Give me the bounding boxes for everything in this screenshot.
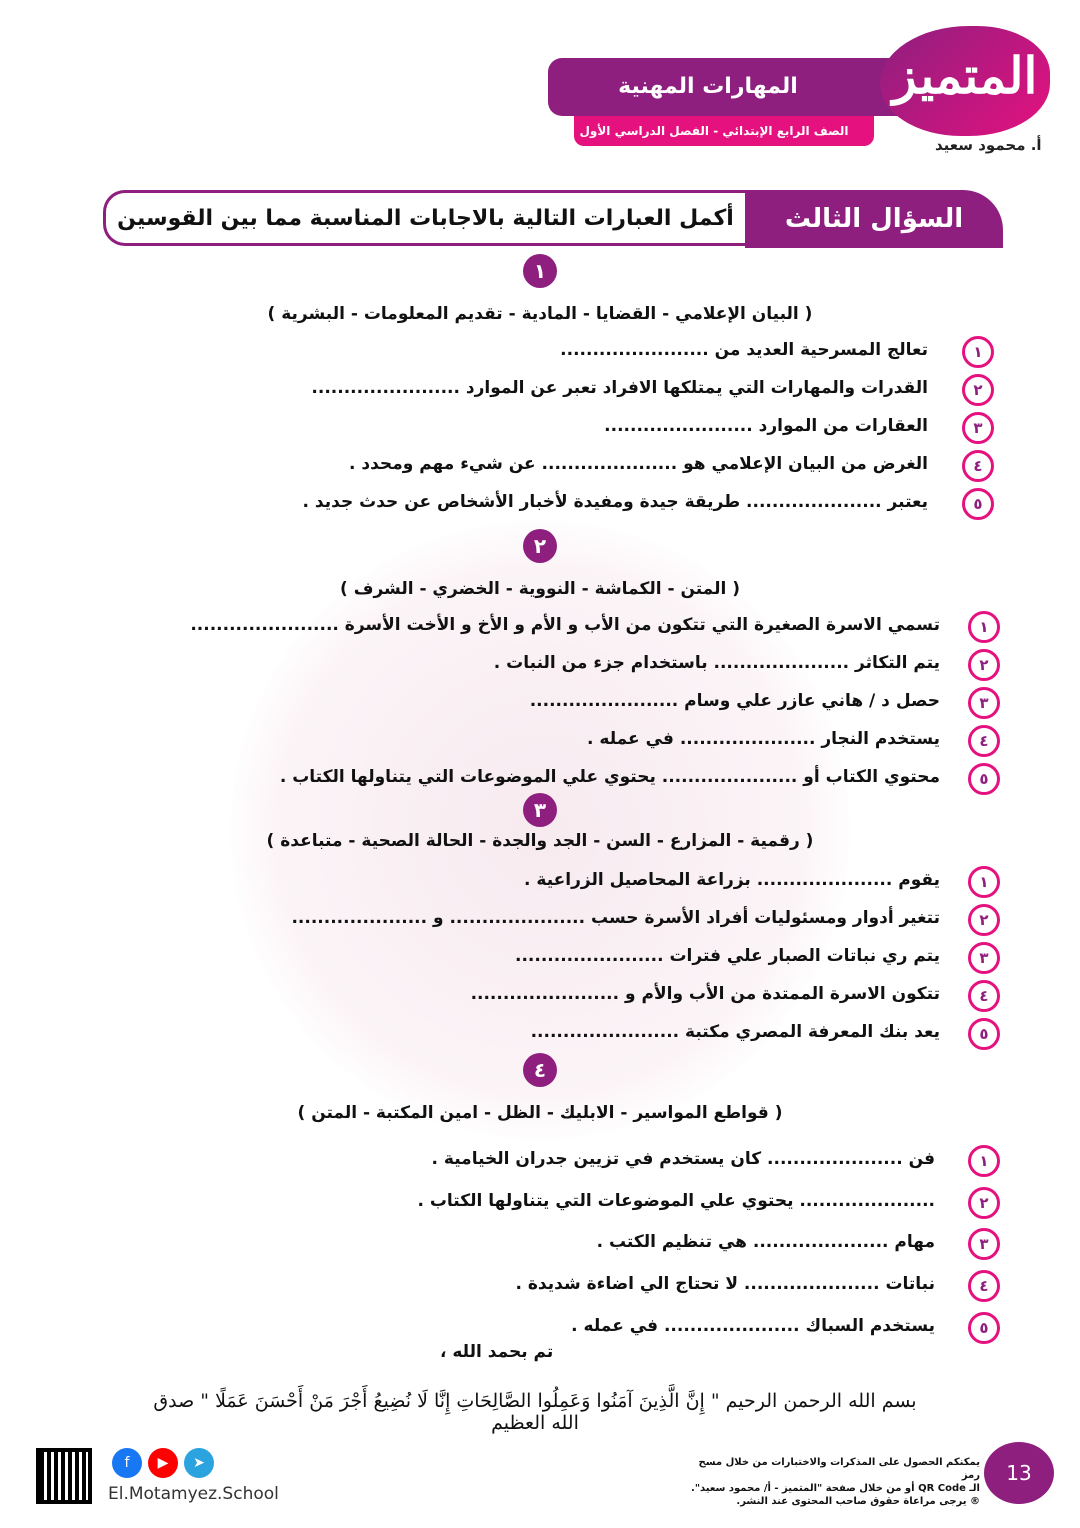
grade-label: الصف الرابع الإبتدائي - الفصل الدراسي الأول	[574, 116, 874, 146]
word-bank: ( رقمية - المزارع - السن - الجد والجدة - الحالة الصحية - متباعدة )	[266, 831, 814, 851]
telegram-icon[interactable]: ➤	[184, 1448, 214, 1478]
item-number: ٢	[962, 374, 994, 406]
fill-in-sentence: تتكون الاسرة الممتدة من الأب والأم و .......................	[470, 984, 940, 1004]
item-number: ٢	[968, 649, 1000, 681]
subject-title: المهارات المهنية	[548, 58, 908, 116]
item-number: ١	[968, 1145, 1000, 1177]
item-number: ١	[968, 611, 1000, 643]
footer-note	[690, 1456, 980, 1508]
fill-in-sentence: يعد بنك المعرفة المصري مكتبة .......................	[530, 1022, 940, 1042]
fill-in-sentence: يعتبر ..................... طريقة جيدة ومفيدة لأخبار الأشخاص عن حدث جديد .	[302, 492, 928, 512]
section-number: ٢	[523, 529, 557, 563]
fill-in-sentence: تعالج المسرحية العديد من .......................	[560, 340, 928, 360]
item-number: ٥	[962, 488, 994, 520]
fill-in-sentence: يستخدم السباك ..................... في عمله .	[571, 1315, 935, 1336]
youtube-icon[interactable]: ▶	[148, 1448, 178, 1478]
section-number: ٤	[523, 1053, 557, 1087]
item-number: ٣	[962, 412, 994, 444]
item-number: ٤	[962, 450, 994, 482]
item-number: ٤	[968, 1270, 1000, 1302]
item-number: ١	[968, 866, 1000, 898]
footer-note-line: يمكنكم الحصول على المذكرات والاختبارات من خلال مسح رمز	[698, 1457, 980, 1481]
section-number: ١	[523, 254, 557, 288]
section-number: ٣	[523, 793, 557, 827]
footer-note-line: ® يرجى مراعاة حقوق صاحب المحتوى عند النشر.	[736, 1496, 980, 1507]
quran-verse: بسم الله الرحمن الرحيم " إِنَّ الَّذِينَ آمَنُوا وَعَمِلُوا الصَّالِحَاتِ إِنَّا لَا نُضِيعُ أَجْرَ مَنْ أَحْسَنَ عَمَلًا " صدق الله العظيم	[153, 1390, 917, 1434]
item-number: ٣	[968, 942, 1000, 974]
item-number: ٥	[968, 1018, 1000, 1050]
fill-in-sentence: تتغير أدوار ومسئوليات أفراد الأسرة حسب ..................... و .....................	[291, 908, 940, 928]
word-bank: ( المتن - الكماشة - النووية - الخضري - الشرف )	[340, 579, 740, 599]
logo: المتميز	[880, 26, 1050, 136]
item-number: ٢	[968, 904, 1000, 936]
item-number: ٥	[968, 763, 1000, 795]
background-watermark	[230, 520, 850, 1140]
fill-in-sentence: القدرات والمهارات التي يمتلكها الافراد تعبر عن الموارد .......................	[311, 378, 928, 398]
fill-in-sentence: الغرض من البيان الإعلامي هو ..................... عن شيء مهم ومحدد .	[349, 454, 928, 474]
fill-in-sentence: مهام ..................... هي تنظيم الكتب .	[596, 1232, 935, 1253]
fill-in-sentence: يقوم ..................... بزراعة المحاصيل الزراعية .	[524, 870, 940, 890]
word-bank: ( البيان الإعلامي - القضايا - المادية - تقديم المعلومات - البشرية )	[267, 304, 813, 324]
item-number: ١	[962, 336, 994, 368]
item-number: ٣	[968, 1228, 1000, 1260]
question-tab: السؤال الثالث	[745, 190, 1003, 248]
fill-in-sentence: محتوي الكتاب أو ..................... يحتوي علي الموضوعات التي يتناولها الكتاب .	[279, 767, 940, 787]
site-handle[interactable]: El.Motamyez.School	[108, 1484, 279, 1504]
fill-in-sentence: يستخدم النجار ..................... في عمله .	[587, 729, 940, 749]
fill-in-sentence: نباتات ..................... لا تحتاج الي اضاءة شديدة .	[515, 1274, 935, 1295]
fill-in-sentence: يتم ري نباتات الصبار علي فترات .......................	[515, 946, 940, 966]
footer-note-line: الـ QR Code أو من خلال صفحة "المتميز - أ/ محمود سعيد".	[691, 1483, 980, 1494]
item-number: ٣	[968, 687, 1000, 719]
closing-text: تم بحمد الله ،	[440, 1342, 554, 1362]
fill-in-sentence: يتم التكاثر ..................... باستخدام جزء من النبات .	[493, 653, 940, 673]
question-instruction: أكمل العبارات التالية بالاجابات المناسبة مما بين القوسين	[103, 190, 745, 246]
author-name: أ. محمود سعيد	[935, 136, 1042, 154]
fill-in-sentence: تسمي الاسرة الصغيرة التي تتكون من الأب و الأم و الأخ و الأخت الأسرة .......................	[190, 615, 940, 635]
item-number: ٤	[968, 980, 1000, 1012]
page-number: 13	[984, 1442, 1054, 1504]
item-number: ٥	[968, 1312, 1000, 1344]
item-number: ٢	[968, 1187, 1000, 1219]
item-number: ٤	[968, 725, 1000, 757]
facebook-icon[interactable]: f	[112, 1448, 142, 1478]
fill-in-sentence: ..................... يحتوي علي الموضوعات التي يتناولها الكتاب .	[417, 1190, 935, 1211]
fill-in-sentence: فن ..................... كان يستخدم في تزيين جدران الخيامية .	[431, 1149, 935, 1169]
qr-code	[36, 1448, 92, 1504]
word-bank: ( قواطع المواسير - الابليك - الظل - امين المكتبة - المتن )	[297, 1103, 783, 1123]
fill-in-sentence: حصل د / هاني عازر علي وسام .......................	[529, 691, 940, 711]
fill-in-sentence: العقارات من الموارد .......................	[604, 416, 928, 436]
